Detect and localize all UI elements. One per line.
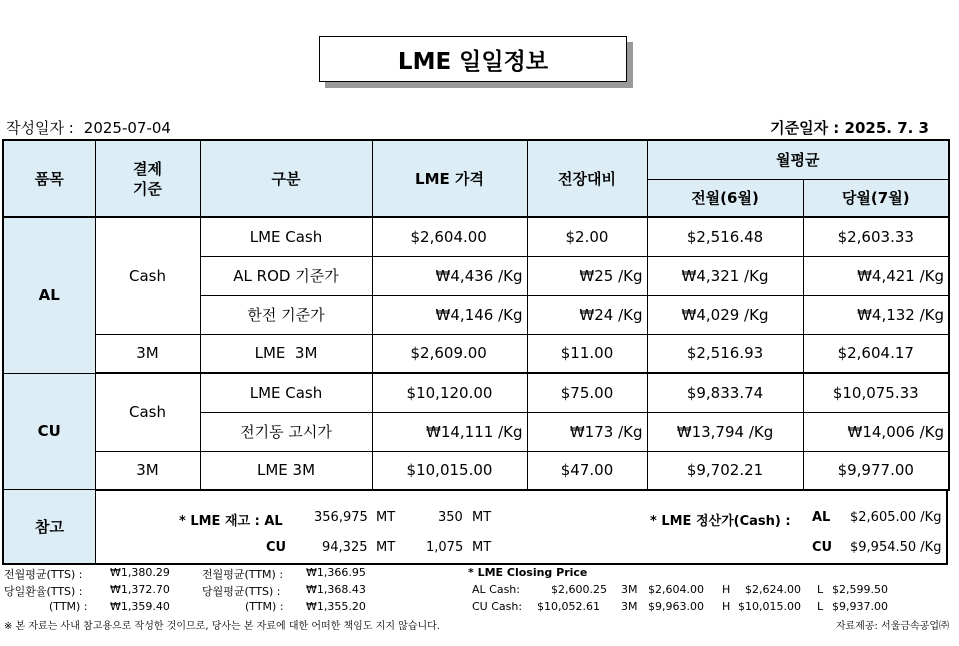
closing-label: 3M (621, 583, 638, 596)
closing-label: L (817, 583, 824, 596)
header-price: LME 가격 (372, 140, 527, 217)
fx-value: ₩1,359.40 (110, 600, 170, 613)
cur-month-cell: $2,603.33 (803, 217, 949, 256)
row-label: 한전 기준가 (200, 295, 372, 334)
metal-al: AL (3, 217, 95, 373)
fx-value: ₩1,368.43 (306, 583, 366, 596)
cu-stock-unit: MT (376, 540, 396, 555)
reference-section (2, 490, 948, 565)
page-title: LME 일일정보 (319, 36, 627, 82)
header-change: 전장대비 (527, 140, 647, 217)
fx-label: (TTM) : (49, 600, 88, 613)
settle-cu-label: CU (812, 540, 833, 555)
data-source: 자료제공: 서울금속공업㈜ (835, 621, 949, 632)
closing-label: 3M (621, 600, 638, 613)
header-cur-month: 당월(7월) (803, 179, 949, 217)
fx-label: 전월평균(TTM) : (202, 568, 284, 581)
prev-month-cell: $9,833.74 (647, 373, 803, 412)
closing-label: H (722, 583, 731, 596)
cu-change-unit: MT (472, 540, 492, 555)
header-category: 구분 (200, 140, 372, 217)
cur-month-cell: ₩14,006 /Kg (803, 412, 949, 451)
change-cell: $11.00 (527, 334, 647, 373)
settle-al-value: $2,605.00 /Kg (850, 510, 942, 525)
price-cell: ₩14,111 /Kg (372, 412, 527, 451)
base-date-label: 기준일자 : (770, 119, 840, 137)
al-stock: 356,975 (314, 510, 368, 525)
fx-value: ₩1,380.29 (110, 566, 170, 579)
settle-3m: 3M (95, 334, 200, 373)
price-cell: $10,120.00 (372, 373, 527, 412)
settle-3m: 3M (95, 451, 200, 490)
header-settle: 결제 기준 (95, 140, 200, 217)
change-cell: ₩24 /Kg (527, 295, 647, 334)
table-row (3, 334, 949, 373)
row-label: LME 3M (200, 451, 372, 490)
table-row (3, 451, 949, 490)
al-change-unit: MT (472, 510, 492, 525)
prev-month-cell: $2,516.48 (647, 217, 803, 256)
al-stock-unit: MT (376, 510, 396, 525)
row-label: LME 3M (200, 334, 372, 373)
change-cell: ₩25 /Kg (527, 256, 647, 295)
fx-label: (TTM) : (245, 600, 284, 613)
change-cell: $2.00 (527, 217, 647, 256)
written-date (6, 117, 171, 138)
change-cell: $75.00 (527, 373, 647, 412)
prev-month-cell: $2,516.93 (647, 334, 803, 373)
settle-al-label: AL (812, 510, 831, 525)
closing-value: $10,052.61 (537, 600, 600, 613)
cur-month-cell: ₩4,421 /Kg (803, 256, 949, 295)
cur-month-cell: $9,977.00 (803, 451, 949, 490)
closing-value: $2,624.00 (745, 583, 801, 596)
prev-month-cell: ₩4,321 /Kg (647, 256, 803, 295)
cur-month-cell: $10,075.33 (803, 373, 949, 412)
closing-title: * LME Closing Price (468, 566, 588, 579)
settle-cu-value: $9,954.50 /Kg (850, 540, 942, 555)
settle-cash: Cash (95, 373, 200, 451)
cur-month-cell: ₩4,132 /Kg (803, 295, 949, 334)
base-date (770, 117, 929, 138)
price-cell: ₩4,436 /Kg (372, 256, 527, 295)
closing-label: L (817, 600, 824, 613)
prev-month-cell: ₩13,794 /Kg (647, 412, 803, 451)
change-cell: ₩173 /Kg (527, 412, 647, 451)
closing-label: H (722, 600, 731, 613)
price-cell: ₩4,146 /Kg (372, 295, 527, 334)
fx-label: 당월평균(TTS) : (202, 585, 281, 598)
settle-cash: Cash (95, 217, 200, 334)
closing-value: $9,937.00 (832, 600, 888, 613)
disclaimer: ※ 본 자료는 사내 참고용으로 작성한 것이므로, 당사는 본 자료에 대한 어떠한 책임도 지지 않습니다. (4, 621, 440, 632)
fx-label: 전월평균(TTS) : (4, 568, 83, 581)
fx-value: ₩1,355.20 (306, 600, 366, 613)
prev-month-cell: ₩4,029 /Kg (647, 295, 803, 334)
stock-label: * LME 재고 : AL (179, 514, 283, 529)
row-label: AL ROD 기준가 (200, 256, 372, 295)
closing-label: AL Cash: (472, 583, 520, 596)
price-cell: $10,015.00 (372, 451, 527, 490)
fx-label: 당일환율(TTS) : (4, 585, 83, 598)
fx-value: ₩1,366.95 (306, 566, 366, 579)
prev-month-cell: $9,702.21 (647, 451, 803, 490)
cu-stock-label: CU (266, 540, 287, 555)
written-date-value: 2025-07-04 (83, 119, 171, 137)
settle-label: * LME 정산가(Cash) : (650, 514, 791, 529)
closing-value: $9,963.00 (648, 600, 704, 613)
header-prev-month: 전월(6월) (647, 179, 803, 217)
row-label: LME Cash (200, 373, 372, 412)
change-cell: $47.00 (527, 451, 647, 490)
header-item: 품목 (3, 140, 95, 217)
metal-cu: CU (3, 373, 95, 490)
fx-value: ₩1,372.70 (110, 583, 170, 596)
cu-stock: 94,325 (322, 540, 368, 555)
reference-label: 참고 (4, 490, 96, 563)
cu-stock-change: 1,075 (426, 540, 464, 555)
cur-month-cell: $2,604.17 (803, 334, 949, 373)
table-row (3, 217, 949, 256)
closing-value: $10,015.00 (738, 600, 801, 613)
closing-value: $2,600.25 (551, 583, 607, 596)
closing-value: $2,604.00 (648, 583, 704, 596)
header-monthly-avg: 월평균 (647, 140, 949, 179)
al-stock-change: 350 (438, 510, 463, 525)
base-date-value: 2025. 7. 3 (844, 119, 929, 137)
price-cell: $2,604.00 (372, 217, 527, 256)
closing-label: CU Cash: (472, 600, 523, 613)
price-cell: $2,609.00 (372, 334, 527, 373)
row-label: LME Cash (200, 217, 372, 256)
lme-price-table (2, 139, 950, 491)
closing-value: $2,599.50 (832, 583, 888, 596)
table-row (3, 373, 949, 412)
row-label: 전기동 고시가 (200, 412, 372, 451)
written-date-label: 작성일자 : (6, 119, 74, 137)
